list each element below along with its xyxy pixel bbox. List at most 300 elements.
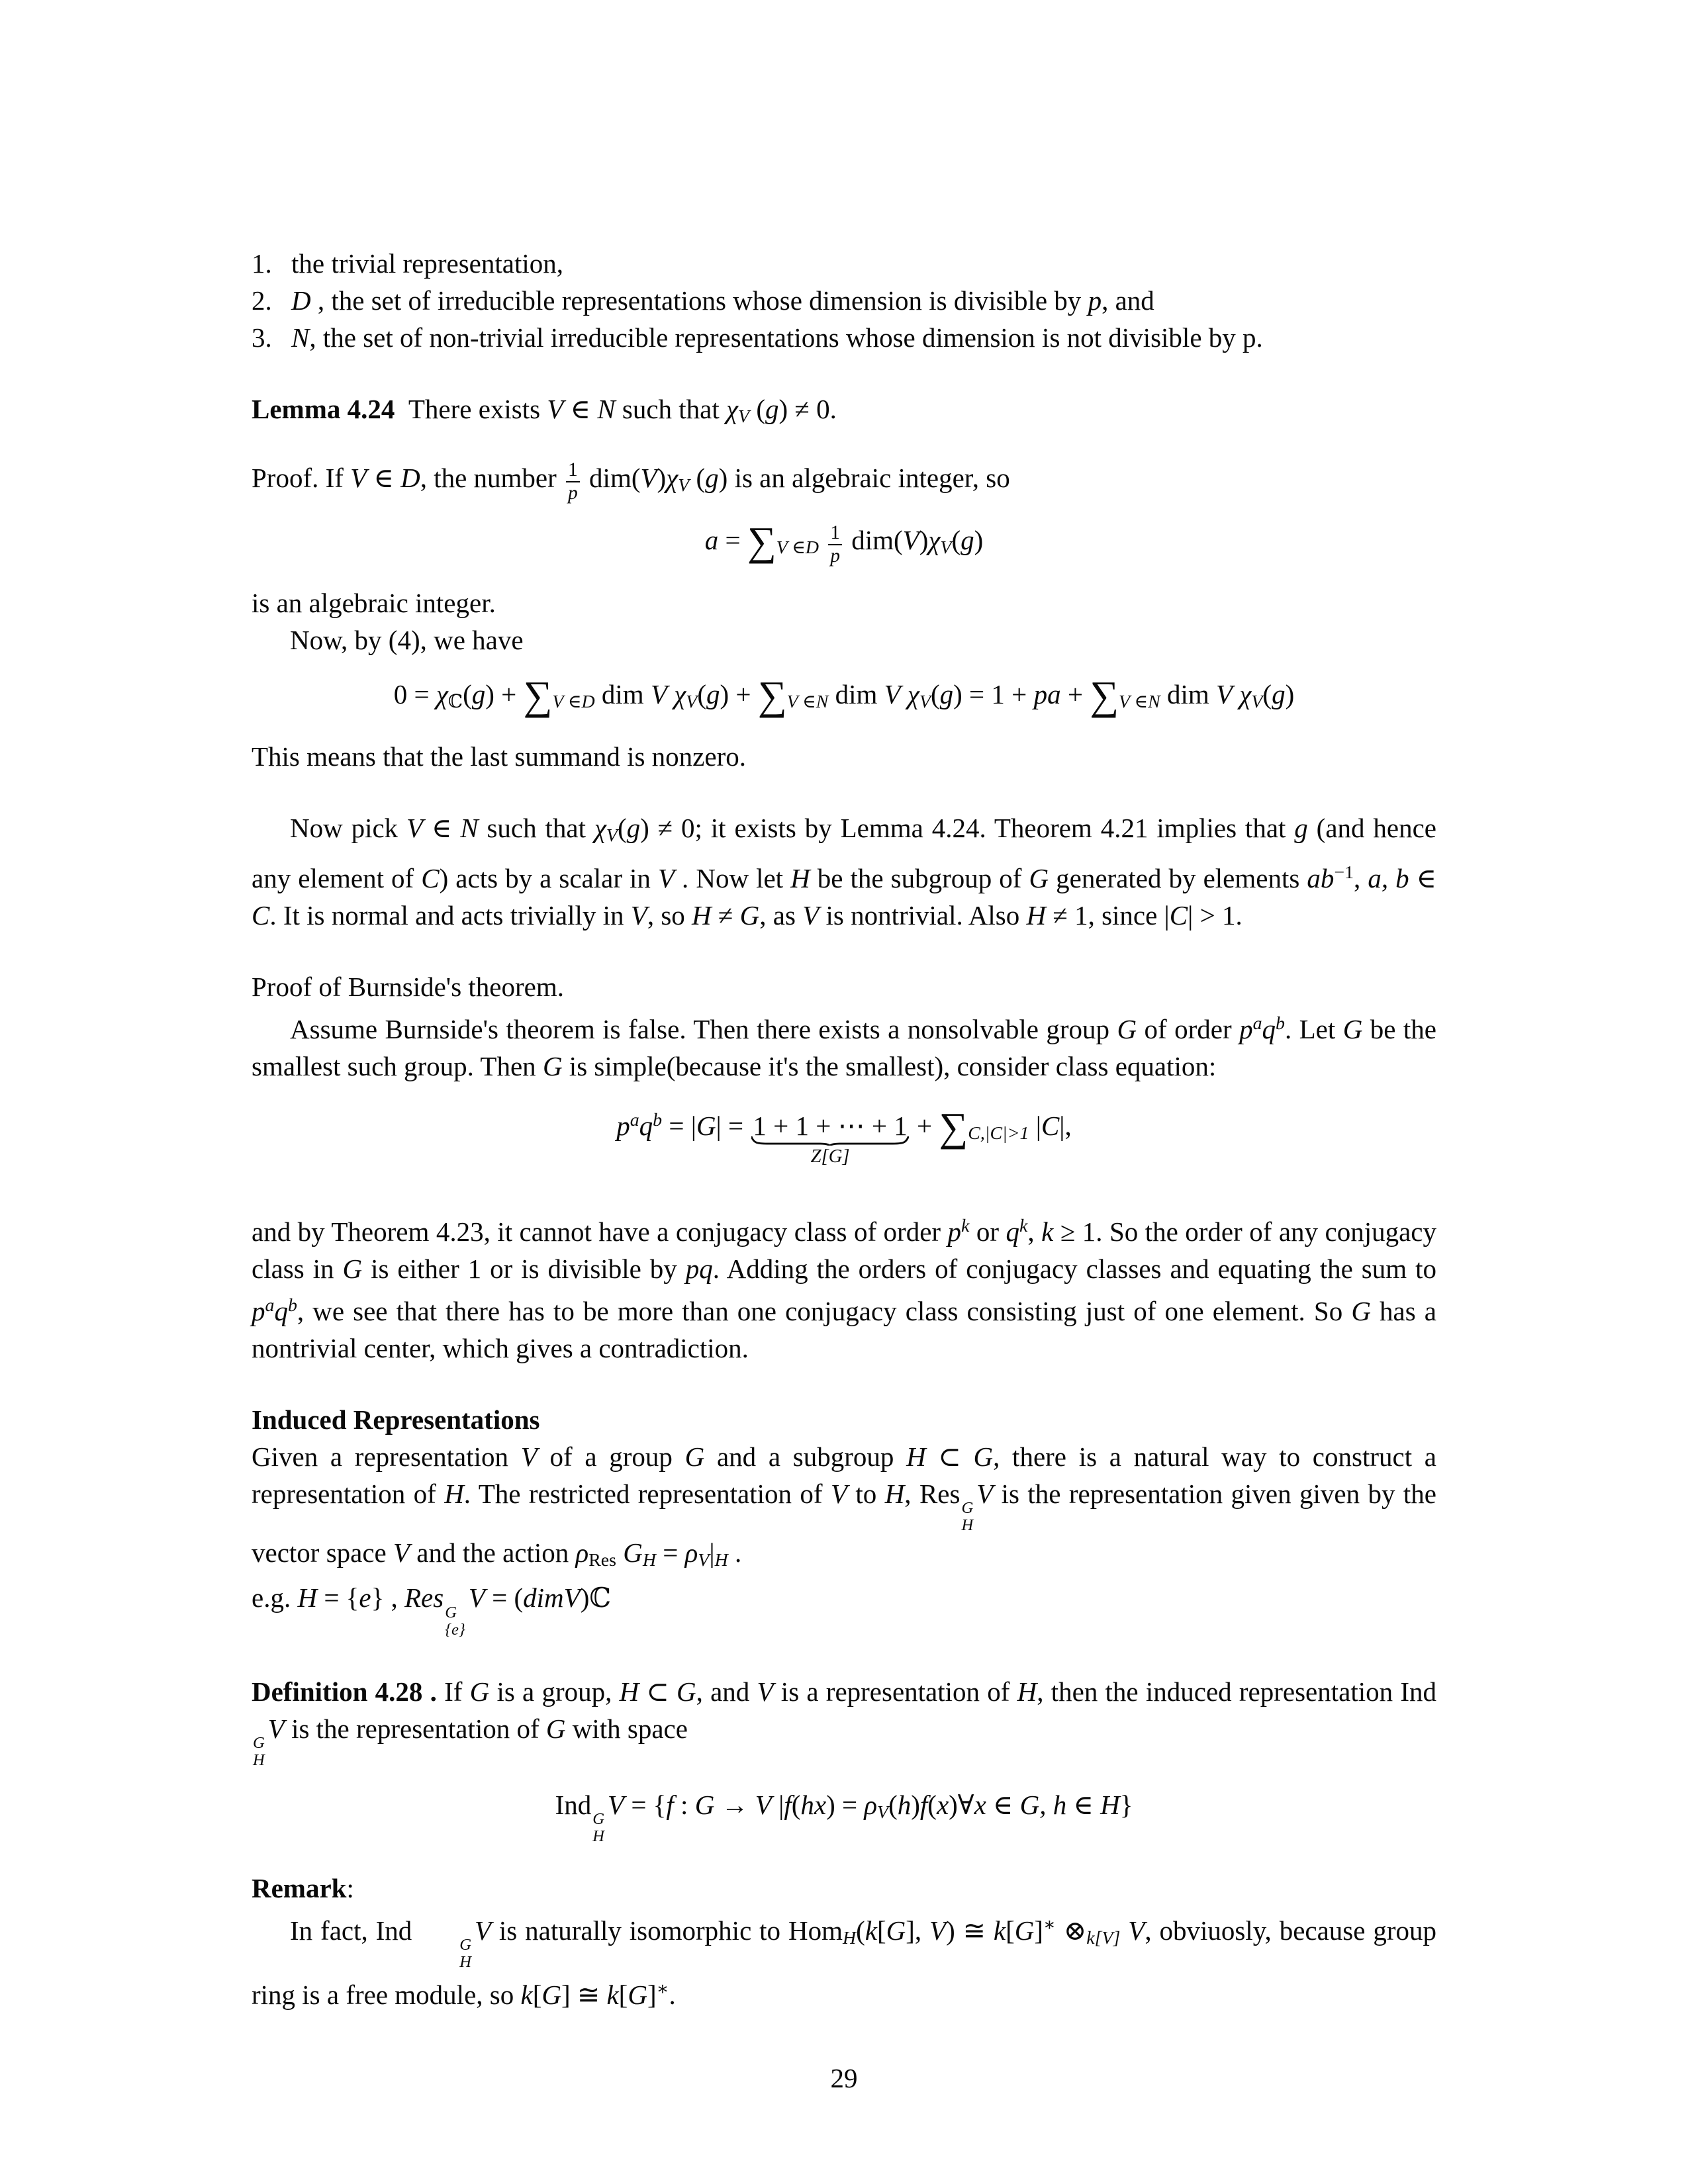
text-run: ) ≅ (946, 1915, 994, 1946)
text-run: ) (1285, 678, 1295, 709)
stack-superscript: G (961, 1499, 974, 1518)
text-run: p (1239, 1013, 1253, 1044)
text-run: k (993, 1915, 1006, 1946)
text-run: p (947, 1216, 962, 1247)
text-run: ∗ (1043, 1914, 1056, 1935)
fraction-denominator: p (568, 482, 578, 504)
text-run: H (642, 1550, 657, 1571)
enumerate-list (252, 245, 1436, 356)
script-stack (961, 1500, 973, 1534)
text-run: ∑ (747, 520, 776, 565)
text-run: . Adding the orders of conjugacy classes and equating the sum to (712, 1253, 1436, 1284)
text-run: f (666, 1790, 674, 1821)
paragraph (252, 968, 1436, 1005)
text-run: Res (404, 1582, 444, 1614)
text-run: ( (749, 394, 765, 424)
text-run: H (1026, 900, 1047, 931)
text-run: )ℂ (580, 1582, 611, 1614)
text-run: ( (791, 1790, 801, 1821)
text-run: such that (615, 394, 726, 424)
text-run: q (1262, 1013, 1276, 1044)
text-run: : (673, 1790, 695, 1821)
text-run: In fact, Ind (290, 1915, 420, 1946)
text-run (1233, 679, 1239, 709)
paragraph (252, 809, 1436, 934)
list-item-text (291, 245, 1436, 282)
stack-superscript: G (253, 1734, 265, 1752)
text-run: | (771, 1790, 784, 1821)
text-run: V (608, 1790, 625, 1821)
text-run: G (545, 1713, 566, 1744)
text-run: is a group, (489, 1676, 620, 1707)
text-run: = (656, 1537, 685, 1569)
fraction-denominator: p (830, 545, 840, 567)
stack-superscript: G (445, 1603, 457, 1621)
text-run: H (692, 900, 712, 931)
text-run: ( (697, 678, 706, 709)
text-run: G (1014, 1915, 1035, 1946)
text-run: V (929, 1915, 947, 1946)
text-run: dim( (582, 463, 641, 494)
list-item (252, 319, 1436, 356)
text-run: e.g. (252, 1582, 298, 1614)
text-run (667, 679, 674, 709)
text-run: V ∈N (1119, 691, 1160, 712)
text-run: D (291, 285, 311, 316)
underbrace-icon (751, 1136, 908, 1146)
text-run: ( (1262, 678, 1272, 709)
text-run: . (727, 1537, 742, 1569)
text-run: ( (856, 1915, 865, 1946)
text-run: ( (689, 463, 706, 494)
text-run: ∗ (656, 1978, 669, 1999)
text-run: with space (565, 1713, 688, 1744)
list-item-text (291, 282, 1436, 319)
text-run: ( (888, 1790, 898, 1821)
text-run: be the subgroup of (810, 863, 1029, 893)
text-run: H (1100, 1790, 1120, 1821)
text-run: hx (800, 1790, 827, 1821)
list-item (252, 245, 1436, 282)
text-run: g (1272, 678, 1286, 709)
stack-subscript: H (961, 1516, 974, 1535)
text-run: G (1351, 1295, 1371, 1326)
text-run: ) ≠ 0; it exists by Lemma 4.24. Theorem 4.21 implies that (640, 812, 1295, 843)
text-run: | > 1. (1188, 900, 1243, 931)
text-run: ] ≅ (561, 1979, 607, 2010)
paragraph (252, 1208, 1436, 1367)
text-run: V (406, 812, 424, 843)
text-run: g (705, 463, 719, 494)
list-item-number: 3. (252, 322, 272, 353)
display-equation (252, 522, 1436, 567)
text-run: V (698, 1550, 710, 1571)
text-run: [ (876, 1915, 886, 1946)
text-run: ∈ (367, 463, 401, 494)
text-run: = { (624, 1790, 667, 1821)
text-run (819, 525, 825, 555)
text-run: , we see that there has to be more than one conjugacy class consisting just of one element. So (297, 1295, 1352, 1326)
text-run: g (939, 678, 954, 709)
paragraph (252, 738, 1436, 775)
text-run: G (677, 1676, 696, 1707)
text-run: : (346, 1872, 354, 1903)
text-run: G (623, 1537, 643, 1569)
text-run: V (976, 1478, 994, 1509)
text-run: ∑ (523, 673, 553, 719)
display-equation (252, 1786, 1436, 1845)
text-run: H (790, 863, 810, 893)
text-run: N (460, 812, 479, 843)
text-run: V (640, 463, 657, 494)
text-run: | = (716, 1110, 751, 1141)
text-run: G (973, 1441, 994, 1472)
text-run: is simple(because it's the smallest), consider class equation: (562, 1050, 1217, 1081)
text-run: H (884, 1478, 905, 1509)
paragraph (252, 1438, 1436, 1580)
text-run: Assume Burnside's theorem is false. Then there exists a nonsolvable group (290, 1013, 1117, 1044)
text-run: V (738, 406, 750, 428)
paragraph (252, 1907, 1436, 2013)
text-run: k (961, 1216, 970, 1236)
text-run: V (940, 537, 952, 559)
text-run: has a nontrivial center, which gives a contradiction. (252, 1295, 1436, 1363)
script-stack (445, 1604, 465, 1639)
text-run: a (265, 1295, 275, 1316)
text-run (1120, 1915, 1128, 1945)
text-run: is naturally isomorphic to Hom (491, 1915, 843, 1946)
text-run: V (686, 691, 698, 712)
text-run: dim( (844, 525, 903, 556)
text-run: χ (1239, 678, 1252, 709)
text-run: G (628, 1979, 647, 2010)
text-run: H (444, 1478, 464, 1509)
text-run: There exists (395, 394, 547, 424)
text-run: k (1019, 1216, 1028, 1236)
fraction-numerator: 1 (828, 522, 842, 545)
text-run: dimV (523, 1582, 581, 1614)
text-run: a (704, 525, 719, 556)
text-run: , Res (904, 1478, 961, 1509)
text-run: , the number (420, 463, 564, 494)
text-run: k (520, 1979, 533, 2010)
text-run: ( (951, 525, 961, 556)
text-run: V (678, 475, 690, 496)
text-run: e (359, 1582, 371, 1614)
underbrace-group (750, 1107, 910, 1167)
text-run: of a group (537, 1441, 685, 1472)
text-run: G (1342, 1013, 1363, 1044)
text-run: C (1169, 900, 1188, 931)
text-run: )∀ (949, 1790, 974, 1821)
text-run: dim (1160, 678, 1217, 709)
text-run: V (606, 825, 618, 846)
text-run: ∈ (1409, 863, 1437, 893)
text-run: V (547, 394, 564, 424)
text-run: G (342, 1253, 363, 1284)
list-item-number: 2. (252, 285, 272, 316)
text-run: V (877, 1802, 889, 1823)
text-run: ℂ (447, 691, 463, 712)
text-run: ∑ (1090, 673, 1119, 719)
text-run: ≥ 1. So the order of any conjugacy class in (252, 1216, 1437, 1284)
text-run: [ (532, 1979, 542, 2010)
text-run: G (541, 1979, 561, 2010)
text-run: V ∈D (552, 691, 595, 712)
text-run: Now, by (4), we have (290, 624, 524, 655)
text-run: g (706, 678, 720, 709)
text-run: G (739, 900, 760, 931)
display-equation (252, 673, 1436, 721)
text-run: . It is normal and acts trivially in (269, 900, 631, 931)
text-run: V (650, 678, 667, 709)
text-run: . Let (1284, 1013, 1343, 1044)
text-run: V ∈N (786, 691, 829, 712)
text-run: V (267, 1713, 285, 1744)
text-run: dim (594, 678, 651, 709)
text-run: ≠ 1, since | (1046, 900, 1170, 931)
text-run: G, h (1019, 1790, 1067, 1821)
text-run: V (630, 900, 647, 931)
text-run: q (274, 1295, 288, 1326)
text-run: V (1216, 678, 1233, 709)
text-run: V (520, 1441, 538, 1472)
text-run: Proof. If (252, 463, 351, 494)
text-run: b (653, 1109, 663, 1130)
text-run: χ (594, 812, 606, 843)
text-run: , and (1102, 285, 1154, 316)
text-run: G (542, 1050, 563, 1081)
text-run: ) (657, 463, 667, 494)
text-run: Remark (252, 1872, 347, 1903)
text-run: is the representation given given by the vector space (252, 1478, 1436, 1569)
text-run: + (910, 1110, 939, 1141)
stack-subscript: {e} (445, 1620, 465, 1639)
text-run: [ (1006, 1915, 1015, 1946)
text-run: g (765, 394, 779, 424)
text-run: ) + (720, 678, 758, 709)
script-stack (421, 1936, 471, 1971)
text-run: V (474, 1915, 492, 1946)
text-run: Lemma 4.24 (252, 394, 395, 424)
text-run: χ (436, 678, 448, 709)
text-run: This means that the last summand is nonzero. (252, 741, 746, 772)
text-run: , (1027, 1216, 1042, 1247)
text-run: ) (911, 1790, 920, 1821)
text-run: C,|C|>1 (968, 1123, 1029, 1144)
text-run: ∑ (757, 673, 787, 719)
paragraph (252, 459, 1436, 504)
text-run: ) acts by a scalar in (439, 863, 658, 893)
stack-superscript: G (459, 1935, 471, 1954)
text-run: and the action (410, 1537, 576, 1569)
text-run: q (1006, 1216, 1019, 1247)
text-run: pq (685, 1253, 713, 1284)
math-fraction (566, 459, 580, 504)
text-run: ab (1307, 863, 1335, 893)
text-run: . (669, 1979, 676, 2010)
underbrace-label: Z[G] (810, 1145, 850, 1167)
text-run: be the smallest such group. Then (252, 1013, 1436, 1081)
text-run: generated by elements (1049, 863, 1307, 893)
text-run: If (436, 1676, 470, 1707)
text-run: −1 (1334, 862, 1354, 884)
text-run: dim (828, 678, 884, 709)
text-run: V (802, 900, 820, 931)
text-run: q (639, 1110, 653, 1141)
text-run: ) (919, 525, 929, 556)
stack-subscript: H (253, 1751, 265, 1770)
text-run: V ∈D (776, 537, 819, 559)
text-run: and a subgroup (704, 1441, 907, 1472)
text-run: = { (317, 1582, 359, 1614)
text-run: Proof of Burnside's theorem. (252, 972, 564, 1002)
paragraph (252, 1870, 1436, 1907)
text-run: p (1088, 285, 1102, 316)
text-run: G (684, 1441, 705, 1472)
text-run: V (393, 1537, 410, 1569)
text-run: x (974, 1790, 986, 1821)
text-run: [ (618, 1979, 628, 2010)
text-run: g (1294, 812, 1308, 843)
text-run: ) = (826, 1790, 865, 1821)
text-run: to (847, 1478, 885, 1509)
text-run: . The restricted representation of (463, 1478, 831, 1509)
list-item (252, 282, 1436, 319)
stack-superscript: G (592, 1810, 605, 1829)
text-run: V (755, 1790, 772, 1821)
text-run: p (616, 1110, 630, 1141)
text-blocks (252, 245, 1436, 2013)
paragraph (252, 584, 1436, 621)
text-run: H (842, 1927, 857, 1948)
text-run: is a representation of (773, 1676, 1017, 1707)
text-run: N (597, 394, 616, 424)
paragraph (252, 1579, 1436, 1638)
text-run: V (1128, 1915, 1145, 1946)
fraction-numerator: 1 (566, 459, 580, 482)
text-run: G (886, 1915, 906, 1946)
text-run: ⊂ (925, 1441, 974, 1472)
text-run: + (1060, 678, 1090, 709)
text-run: a, b (1368, 863, 1409, 893)
text-run: | (709, 1537, 715, 1569)
display-equation (252, 1102, 1436, 1167)
list-item-text (291, 319, 1436, 356)
text-run: V (884, 678, 901, 709)
text-run: is an algebraic integer. (252, 587, 496, 618)
text-run: ], (906, 1915, 930, 1946)
stack-subscript: H (459, 1952, 471, 1971)
text-run: and by Theorem 4.23, it cannot have a conjugacy class of order (252, 1216, 948, 1247)
text-run: ≠ (711, 900, 740, 931)
text-run: ρ (864, 1790, 878, 1821)
text-run: ( (617, 812, 627, 843)
text-run: k (865, 1915, 877, 1946)
text-run: , there is a natural way to construct a representation of (252, 1441, 1437, 1509)
text-run: G (1117, 1013, 1137, 1044)
text-run: ( (463, 678, 472, 709)
text-run: ) ≠ 0. (778, 394, 837, 424)
text-run: p (252, 1295, 265, 1326)
text-run: V (657, 863, 675, 893)
text-run: Given a representation (252, 1441, 521, 1472)
text-run: G (694, 1790, 715, 1821)
text-run: h (897, 1790, 912, 1821)
text-run: x (936, 1790, 949, 1821)
text-run: , obviuosly, because group ring is a free module, so (252, 1915, 1436, 2010)
text-run: G (469, 1676, 490, 1707)
text-run: ρ (575, 1537, 589, 1569)
text-run: ∈ (1066, 1790, 1101, 1821)
text-run: V (902, 525, 919, 556)
text-run: χ (928, 525, 941, 556)
text-run: b (287, 1295, 297, 1316)
text-run: } , (371, 1582, 405, 1614)
text-run: C (252, 900, 270, 931)
text-run: is the representation of (284, 1713, 546, 1744)
text-run: g (961, 525, 974, 556)
text-run: = (718, 525, 747, 556)
list-item-number: 1. (252, 248, 272, 279)
text-run: = ( (485, 1582, 524, 1614)
text-run: pa (1033, 678, 1061, 709)
text-run: → (714, 1790, 755, 1821)
text-run: or (969, 1216, 1006, 1247)
paragraph (252, 1673, 1436, 1769)
text-run: ] (1034, 1915, 1044, 1946)
text-run: χ (666, 463, 679, 494)
text-run: V (468, 1582, 485, 1614)
text-run (901, 679, 908, 709)
text-run: , the set of non-trivial irreducible representations whose dimension is not divisible by p. (309, 322, 1263, 353)
text-run: ) (974, 525, 984, 556)
text-run: (and hence any element of (252, 812, 1436, 893)
text-run: χ (674, 678, 686, 709)
text-run: of order (1137, 1013, 1240, 1044)
text-run: H (906, 1441, 926, 1472)
text-run: f (919, 1790, 928, 1821)
text-run: b (1276, 1013, 1285, 1034)
text-run: Induced Representations (252, 1404, 540, 1435)
text-run: D (400, 463, 420, 494)
text-run: ∑ (939, 1105, 968, 1150)
text-run: ( (927, 1790, 937, 1821)
text-run: , so (647, 900, 692, 931)
text-run: H (714, 1550, 728, 1571)
script-stack (592, 1811, 604, 1845)
paragraph (252, 390, 1436, 435)
text-run: Ind (555, 1790, 592, 1821)
text-run: ⊂ (639, 1676, 677, 1707)
text-run: g (471, 678, 486, 709)
paragraph (252, 1005, 1436, 1085)
text-run: ∈ (423, 812, 461, 843)
text-run: ∈ (986, 1790, 1020, 1821)
text-run: ∈ (563, 394, 598, 424)
text-run: ] (647, 1979, 657, 2010)
text-run: a (630, 1109, 639, 1130)
text-run: k[V] (1086, 1927, 1121, 1948)
text-run: N (291, 322, 310, 353)
text-run: Res (588, 1550, 617, 1571)
text-run: H (297, 1582, 318, 1614)
text-run: 0 = (393, 678, 436, 709)
text-run: H (1017, 1676, 1037, 1707)
text-run: | (1029, 1110, 1041, 1141)
text-run: G (696, 1110, 716, 1141)
text-run: ρ (684, 1537, 698, 1569)
